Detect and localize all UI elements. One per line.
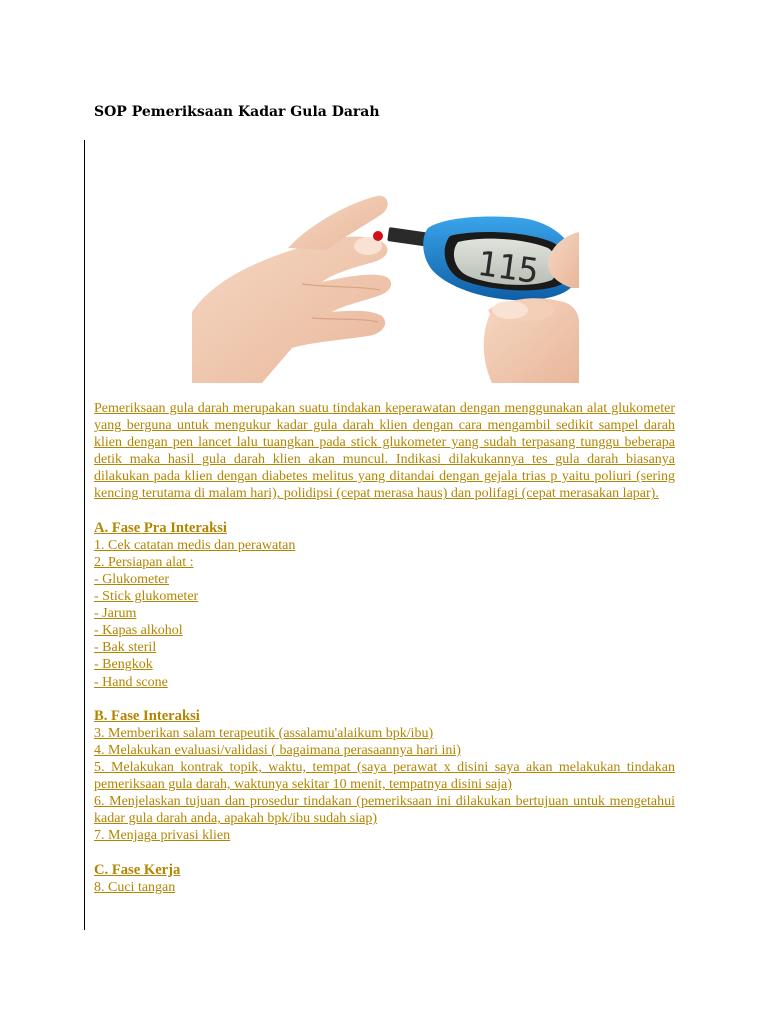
list-item[interactable]: - Jarum: [94, 606, 137, 622]
glucometer-photo: [192, 192, 579, 383]
list-item[interactable]: - Hand scone: [94, 674, 168, 690]
list-item[interactable]: 8. Cuci tangan: [94, 879, 176, 895]
meter-reading-text: 115: [474, 243, 542, 292]
left-hand-shape: [192, 196, 391, 383]
list-item[interactable]: 4. Melakukan evaluasi/validasi ( bagaimana perasaannya hari ini): [94, 742, 461, 758]
list-item[interactable]: 6. Menjelaskan tujuan dan prosedur tindakan (pemeriksaan ini dilakukan bertujuan untuk mengetahui kadar gula darah anda, apakah bpk/ibu sudah siap): [94, 794, 675, 827]
margin-rule: [84, 140, 85, 930]
list-item[interactable]: 5. Melakukan kontrak topik, waktu, tempat (saya perawat x disini saya akan melakukan tindakan pemeriksaan gula darah, waktunya sekitar 10 menit, tempatnya disini saja): [94, 759, 675, 793]
section-c-heading[interactable]: C. Fase Kerja: [94, 861, 181, 878]
section-a-heading[interactable]: A. Fase Pra Interaksi: [94, 519, 227, 536]
list-item[interactable]: 7. Menjaga privasi klien: [94, 828, 231, 844]
list-item[interactable]: 3. Memberikan salam terapeutik (assalamu'alaikum bpk/ibu): [94, 725, 434, 741]
list-item[interactable]: - Bak steril: [94, 640, 157, 656]
section-b-heading[interactable]: B. Fase Interaksi: [94, 707, 200, 724]
document-body: [94, 400, 675, 896]
blood-drop-shape: [373, 231, 383, 241]
list-item[interactable]: 2. Persiapan alat :: [94, 554, 194, 570]
intro-paragraph[interactable]: Pemeriksaan gula darah merupakan suatu tindakan keperawatan dengan menggunakan alat glukometer yang berguna untuk mengukur kadar gula darah klien dengan cara mengambil sedikit sampel darah klien dengan pen lancet lalu tuangkan pada stick glukometer yang sudah terpasang tunggu beberapa detik maka hasil gula darah klien akan muncul. Indikasi dilakukannya tes gula darah biasanya dilakukan pada klien dengan diabetes melitus yang ditandai dengan gejala trias p yaitu poliuri (sering kencing terutama di malam hari), polidipsi (cepat merasa haus) dan polifagi (cepat merasakan lapar).: [94, 401, 675, 502]
list-item[interactable]: - Kapas alkohol: [94, 623, 183, 639]
document-title: SOP Pemeriksaan Kadar Gula Darah: [94, 104, 380, 120]
list-item[interactable]: - Stick glukometer: [94, 589, 199, 605]
list-item[interactable]: - Glukometer: [94, 571, 170, 587]
list-item[interactable]: - Bengkok: [94, 657, 153, 673]
list-item[interactable]: 1. Cek catatan medis dan perawatan: [94, 537, 296, 553]
